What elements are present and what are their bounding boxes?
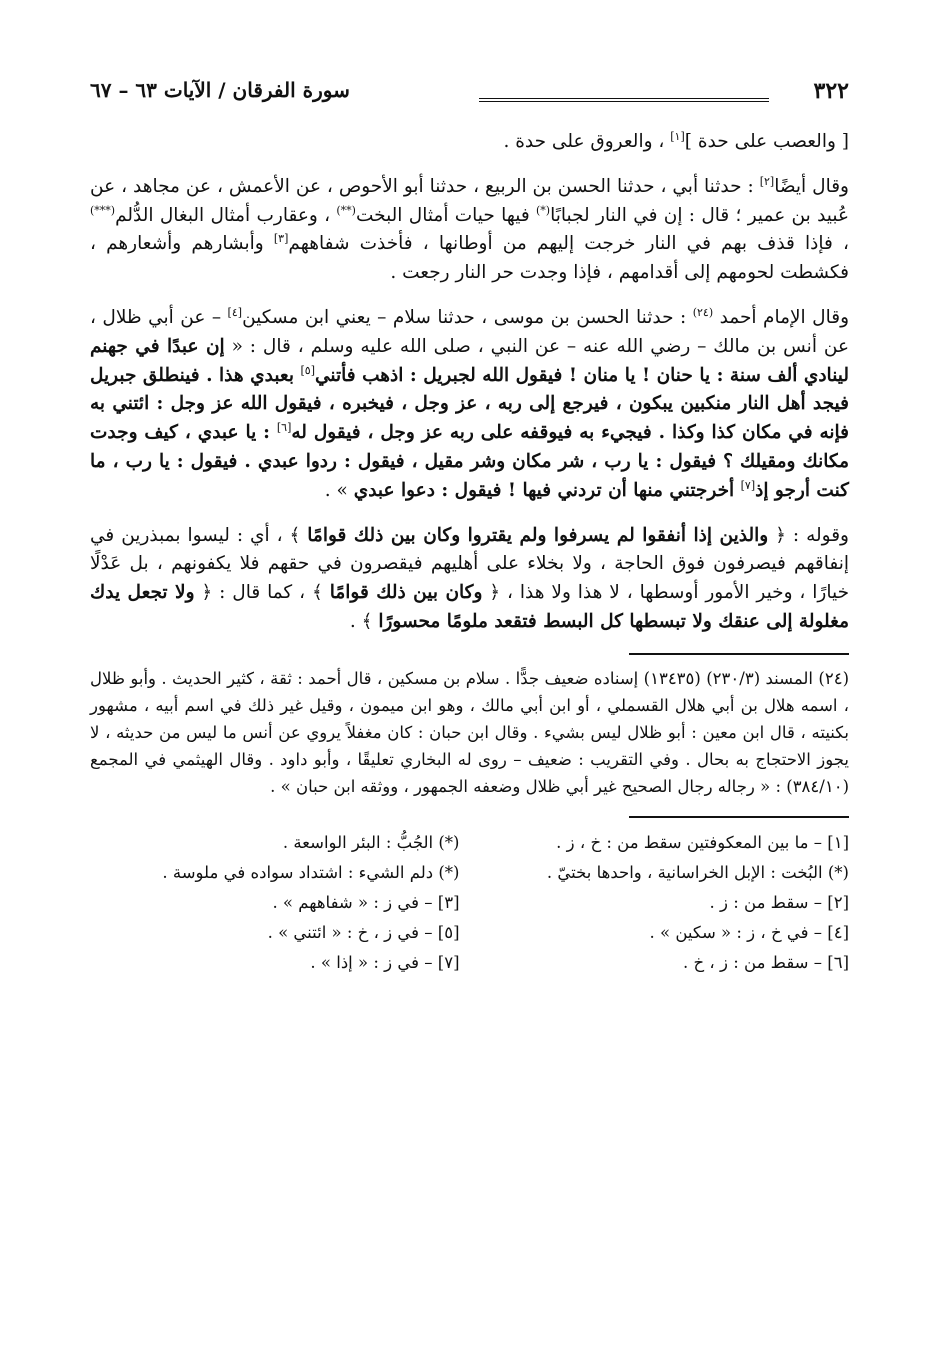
text: » . — [324, 479, 354, 501]
note-ref: [٣] — [273, 232, 289, 246]
note-ref: (***) — [90, 203, 116, 217]
text: فيها حيات أمثال البخت — [355, 204, 537, 226]
note-ref: [٢] — [759, 174, 775, 188]
note-item: (*) دلم الشيء : اشتداد سواده في ملوسة . — [162, 862, 460, 882]
text: – عن أبي ظلال ، عن أنس بن مالك – رضي الله عنه – عن النبي ، صلى الله عليه وسلم ، قال : « — [90, 306, 849, 357]
verse-text: والذين إذا أنفقوا لم يسرفوا ولم يقتروا وكان بين ذلك قوامًا — [307, 524, 769, 546]
text: ﴾ ، أي : ليسوا بمبذرين في إنفاقهم فيصرفون فوق الحاجة ، ولا بخلاء على أهليهم فيقصرون في حقهم فلا يكفونهم ، بل عَدْلًا خيارًا ، وخير الأمور أوسطها ، لا هذا ولا هذا ، ﴿ — [90, 524, 850, 604]
text: وأبشارهم وأشعارهم ، فكشطت لحومهم إلى أقدامهم ، فإذا وجدت حر النار رجعت . — [90, 233, 849, 284]
footnote-24: (٢٤) المسند (٢٣٠/٣) (١٣٤٣٥) إسناده ضعيف جدًّا . سلام بن مسكين ، قال أحمد : ثقة ، كثير الحديث . وأبو ظلال ، اسمه هلال بن أبي هلال القسملي ، أو ابن أبي مالك ، وهو ابن ميمون ، وقيل غير ذلك في اسم أبيه ، مشهور بكنيته ، قال ابن معين : أبو ظلال ليس بشيء . وقال ابن حبان : كان مغفلاً يروي عن أنس ما ليس من حديثه ، لا يجوز الاحتجاج به بحال . وفي التقريب : ضعيف – روى له البخاري تعليقًا ، وأبو داود . وقال الهيثمي في المجمع (٣٨٤/١٠) : « رجاله رجال الصحيح غير أبي ظلال وضعفه الجمهور ، ووثقه ابن حبان » . — [90, 668, 850, 796]
footnote-separator — [629, 653, 849, 655]
text: : حدثنا الحسن بن موسى ، حدثنا سلام – يعني ابن مسكين — [242, 306, 693, 328]
paragraph-1 — [90, 128, 849, 157]
text: ، والعروق على حدة . — [503, 131, 671, 152]
note-ref: [١] — [670, 129, 685, 143]
text: ، فإذا قذف بهم في النار خرجت إليهم من أوطانها ، فأخذت شفاههم — [288, 233, 849, 255]
hadith-text: : يا عبدي ، كيف وجدت مكانك ومقيلك ؟ فيقول : يا رب ، شر مكان وشر مقيل ، فيقول : ردوا عبدي . فيقول : يا رب ، ما كنت أرجو إذ — [90, 422, 849, 501]
note-item: [٢] – سقط من : ز . — [709, 892, 849, 912]
paragraph-3 — [90, 304, 849, 506]
note-ref: [٤] — [227, 305, 243, 319]
hadith-text: أخرجتني منها أن تردني فيها ! فيقول : دعوا عبدي — [353, 479, 741, 501]
page-header — [90, 78, 849, 118]
note-item: [٣] – في ز : « شفاههم » . — [272, 892, 460, 912]
text: ، وعقارب أمثال البغال الدُّلم — [115, 204, 337, 226]
note-ref: (**) — [336, 203, 356, 217]
text: ﴾ . — [349, 610, 379, 632]
note-ref: [٦] — [276, 421, 292, 435]
note-item: (*) الجُبُّ : البئر الواسعة . — [282, 832, 460, 852]
footnote-ref: (٢٤) — [692, 305, 714, 319]
text: وقال الإمام أحمد — [713, 306, 850, 328]
text: وقال أيضًا — [774, 175, 849, 197]
header-rule — [479, 98, 769, 102]
text: : حدثنا أبي ، حدثنا الحسن بن الربيع ، حدثنا أبو الأحوص ، عن الأعمش ، عن مجاهد ، عن عُبيد بن عمير ؛ قال : إن في النار لجبابًا — [90, 175, 849, 226]
verse-text: وكان بين ذلك قوامًا — [329, 582, 483, 604]
note-item: [٤] – في خ ، ز : « سكين » . — [649, 922, 849, 942]
page-number: ٣٢٢ — [813, 78, 849, 104]
paragraph-4 — [90, 522, 849, 637]
note-item: (*) البُخت : الإبل الخراسانية ، واحدها بختيّ . — [546, 862, 849, 882]
hadith-text: إن عبدًا في جهنم لينادي ألف سنة : يا حنان ! يا منان ! فيقول الله لجبريل : اذهب فأتني — [90, 335, 849, 386]
text: ﴾ ، كما قال : ﴿ — [194, 582, 330, 604]
verse-text: ولا تجعل يدك مغلولة إلى عنقك ولا تبسطها كل البسط فتقعد ملومًا محسورًا — [90, 582, 849, 632]
notes-separator — [629, 816, 849, 818]
hadith-text: بعبدي هذا . فينطلق جبريل فيجد أهل النار منكبين يبكون ، فيرجع إلى ربه ، عز وجل ، فيخبره ، فيقول الله عز وجل : ائتني به فإنه في مكان كذا وكذا . فيجيء به فيوقفه على ربه عز وجل ، فيقول له — [90, 364, 849, 444]
note-ref: (*) — [536, 203, 551, 217]
editorial-notes — [90, 828, 849, 978]
note-ref: [٥] — [300, 363, 316, 377]
text: [ والعصب على حدة ] — [684, 131, 849, 152]
note-item: [٥] – في ز ، خ : « ائتني » . — [267, 922, 460, 942]
note-item: [٧] – في ز : « إذا » . — [310, 952, 460, 972]
text: وقوله : ﴿ — [768, 524, 849, 546]
paragraph-2 — [90, 173, 849, 288]
note-item: [٦] – سقط من : ز ، خ . — [683, 952, 849, 972]
note-ref: [٧] — [740, 478, 756, 492]
note-item: [١] – ما بين المعكوفتين سقط من : خ ، ز . — [556, 832, 849, 852]
running-title: سورة الفرقان / الآيات ٦٣ – ٦٧ — [90, 78, 350, 102]
